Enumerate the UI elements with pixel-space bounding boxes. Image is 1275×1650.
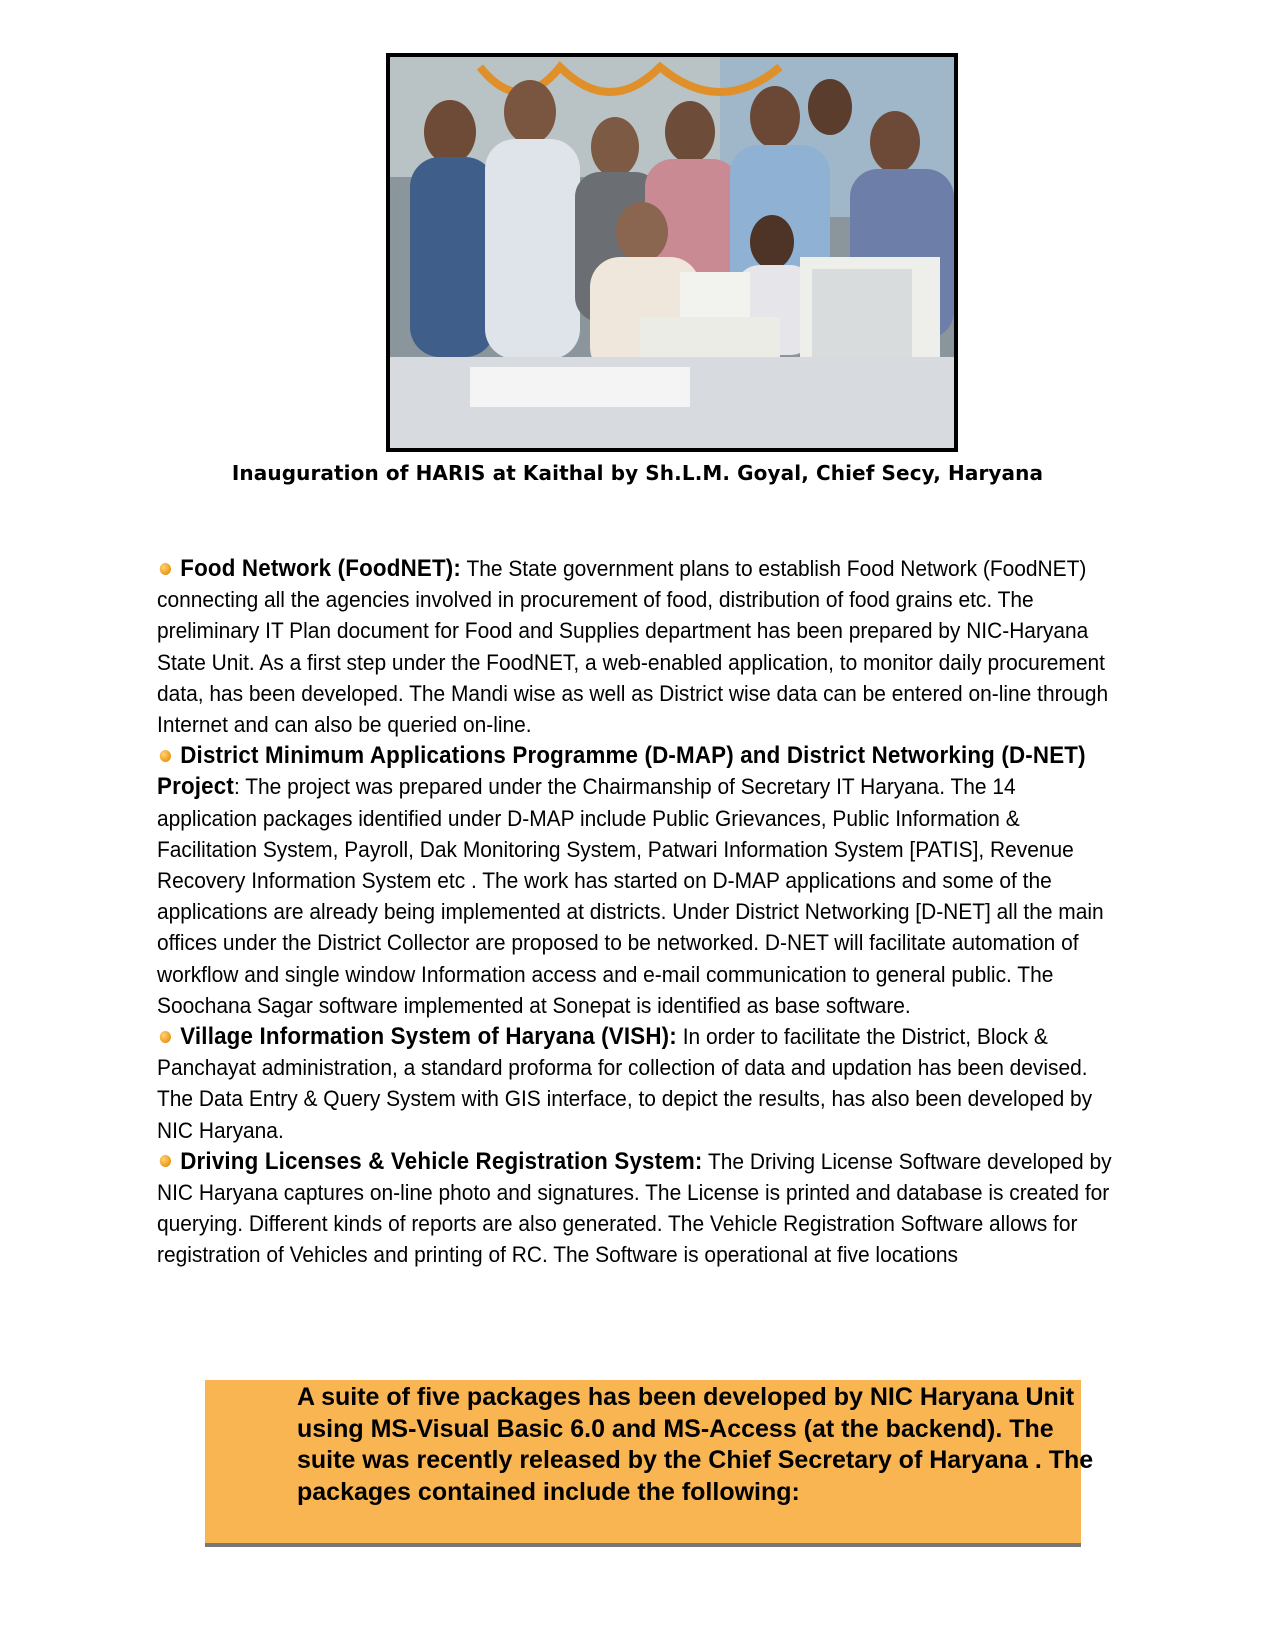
photo-caption: Inauguration of HARIS at Kaithal by Sh.L.M. Goyal, Chief Secy, Haryana [231,461,1044,485]
note-text: A suite of five packages has been developed by NIC Haryana Unit using MS-Visual Basic 6.0 and MS-Access (at the backend). The suite was recently released by the Chief Secretary of Haryana . The packages contained include the following: [297,1383,1094,1506]
list-item-dmap [157,740,1117,1021]
item-title: Food Network (FoodNET): [180,555,462,582]
highlight-note-box [205,1380,1094,1547]
item-title: Driving Licenses & Vehicle Registration System: [180,1147,703,1175]
project-list [157,553,1117,1271]
item-text: In order to facilitate the District, Block & Panchayat administration, a standard proforma for collection of data and updation has been devised. The Data Entry & Query System with GIS interface, to depict the results, has also been developed by NIC Haryana. [157,1024,1093,1143]
bullet-icon [160,1031,171,1043]
inauguration-photo [386,53,958,452]
item-title: Village Information System of Haryana (VISH): [180,1023,677,1051]
item-text: The Driving License Software developed by NIC Haryana captures on-line photo and signatures. The License is printed and database is created for querying. Different kinds of reports are also generated. The Vehicle Registration Software allows for registration of Vehicles and printing of RC. The Software is operational at five locations [157,1148,1112,1268]
list-item-foodnet [157,553,1117,740]
list-item-vish [157,1021,1117,1146]
bullet-icon [160,563,171,575]
bullet-icon [160,1155,171,1167]
list-item-driving-licenses [157,1146,1117,1271]
item-text: : The project was prepared under the Chairmanship of Secretary IT Haryana. The 14 application packages identified under D-MAP include Public Grievances, Public Information & Facilitation System, Payroll, Dak Monitoring System, Patwari Information System [PATIS], Revenue Recovery Information System etc . The work has started on D-MAP applications and some of the applications are already being implemented at districts. Under District Networking [D-NET] all the main offices under the District Collector are proposed to be networked. D-NET will facilitate automation of workflow and single window Information access and e-mail communication to general public. The Soochana Sagar software implemented at Sonepat is identified as base software. [157,774,1104,1018]
item-text: The State government plans to establish Food Network (FoodNET) connecting all the agencies involved in procurement of food, distribution of food grains etc. The preliminary IT Plan document for Food and Supplies department has been prepared by NIC-Haryana State Unit. As a first step under the FoodNET, a web-enabled application, to monitor daily procurement data, has been developed. The Mandi wise as well as District wise data can be entered on-line through Internet and can also be queried on-line. [157,556,1109,738]
bullet-icon [160,750,171,762]
photo-illustration [390,57,954,448]
item-title: District Minimum Applications Programme (D-MAP) and District Networking (D-NET) Project [157,742,1086,801]
